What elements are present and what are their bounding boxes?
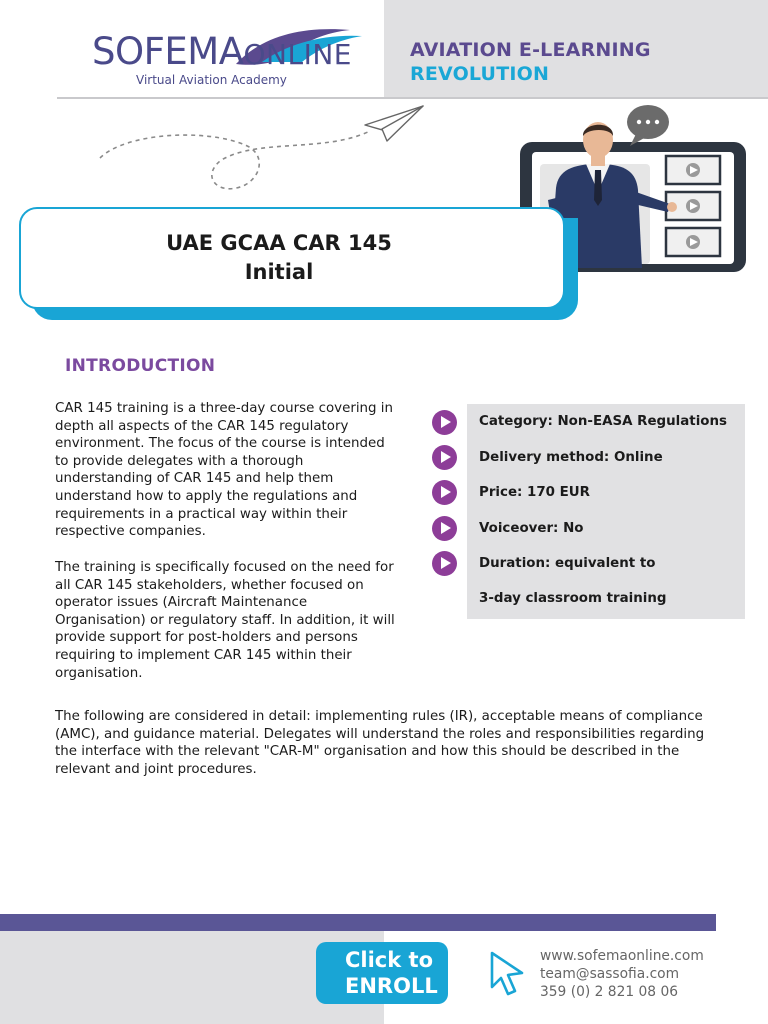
introduction-heading: INTRODUCTION: [65, 356, 216, 376]
play-bullet-icon: [432, 551, 457, 576]
phone-number: 359 (0) 2 821 08 06: [540, 984, 679, 1000]
play-bullet-icon: [432, 516, 457, 541]
sofema-logo: [92, 30, 372, 92]
cursor-arrow-icon: [488, 949, 528, 997]
enroll-button-line-2: ENROLL: [345, 974, 438, 998]
info-duration: Duration: equivalent to: [479, 556, 656, 571]
paper-plane-icon: [365, 106, 423, 141]
header-divider: [57, 97, 768, 99]
contact-info: [540, 947, 704, 1001]
info-price: Price: 170 EUR: [479, 485, 590, 500]
enroll-button-line-1: Click to: [345, 948, 433, 972]
course-title: [19, 229, 539, 287]
info-delivery-method: Delivery method: Online: [479, 450, 663, 465]
logo-wordmark: SOFEMAONLINE: [92, 30, 352, 73]
enroll-button[interactable]: [316, 942, 448, 1004]
intro-paragraph-1: CAR 145 training is a three-day course covering in depth all aspects of the CAR 145 regulatory environment. The focus of the course is intended to provide delegates with a thorough understanding of CAR 145 and help them understand how to apply the regulations and requirements in a practical way within their respective companies.: [55, 401, 393, 540]
info-duration-detail: 3-day classroom training: [479, 591, 667, 606]
play-bullet-icon: [432, 480, 457, 505]
tagline-line-2: REVOLUTION: [410, 63, 550, 85]
email-link[interactable]: team@sassofia.com: [540, 966, 680, 982]
footer-bar: [0, 914, 716, 931]
course-title-line-1: UAE GCAA CAR 145: [166, 231, 392, 255]
video-thumbnail-icon: [666, 156, 720, 184]
speech-bubble-icon: [627, 105, 669, 146]
info-voiceover: Voiceover: No: [479, 521, 584, 536]
website-link[interactable]: www.sofemaonline.com: [540, 948, 704, 964]
logo-subtitle: Virtual Aviation Academy: [136, 73, 287, 87]
tagline-line-1: AVIATION E-LEARNING: [410, 39, 651, 61]
intro-paragraph-3: The following are considered in detail: implementing rules (IR), acceptable means of compliance (AMC), and guidance material. Delegates will understand the roles and responsibilities regarding the interface with the relevant "CAR-M" organisation and how this should be described in the relevant and joint procedures.: [55, 709, 705, 777]
course-info-panel: [467, 404, 745, 619]
intro-paragraph-2: The training is specifically focused on the need for all CAR 145 stakeholders, whether focused on operator issues (Aircraft Maintenance Organisation) or regulatory staff. In addition, it will provide support for post-holders and persons requiring to implement CAR 145 within their organisation.: [55, 560, 395, 681]
play-bullet-icon: [432, 445, 457, 470]
video-thumbnail-icon: [666, 228, 720, 256]
info-category: Category: Non-EASA Regulations: [479, 414, 727, 429]
course-title-line-2: Initial: [244, 260, 314, 284]
paper-plane-illustration: [95, 103, 430, 198]
logo-online: ONLINE: [243, 38, 352, 71]
header-tagline: [410, 38, 651, 86]
play-bullet-icon: [432, 410, 457, 435]
